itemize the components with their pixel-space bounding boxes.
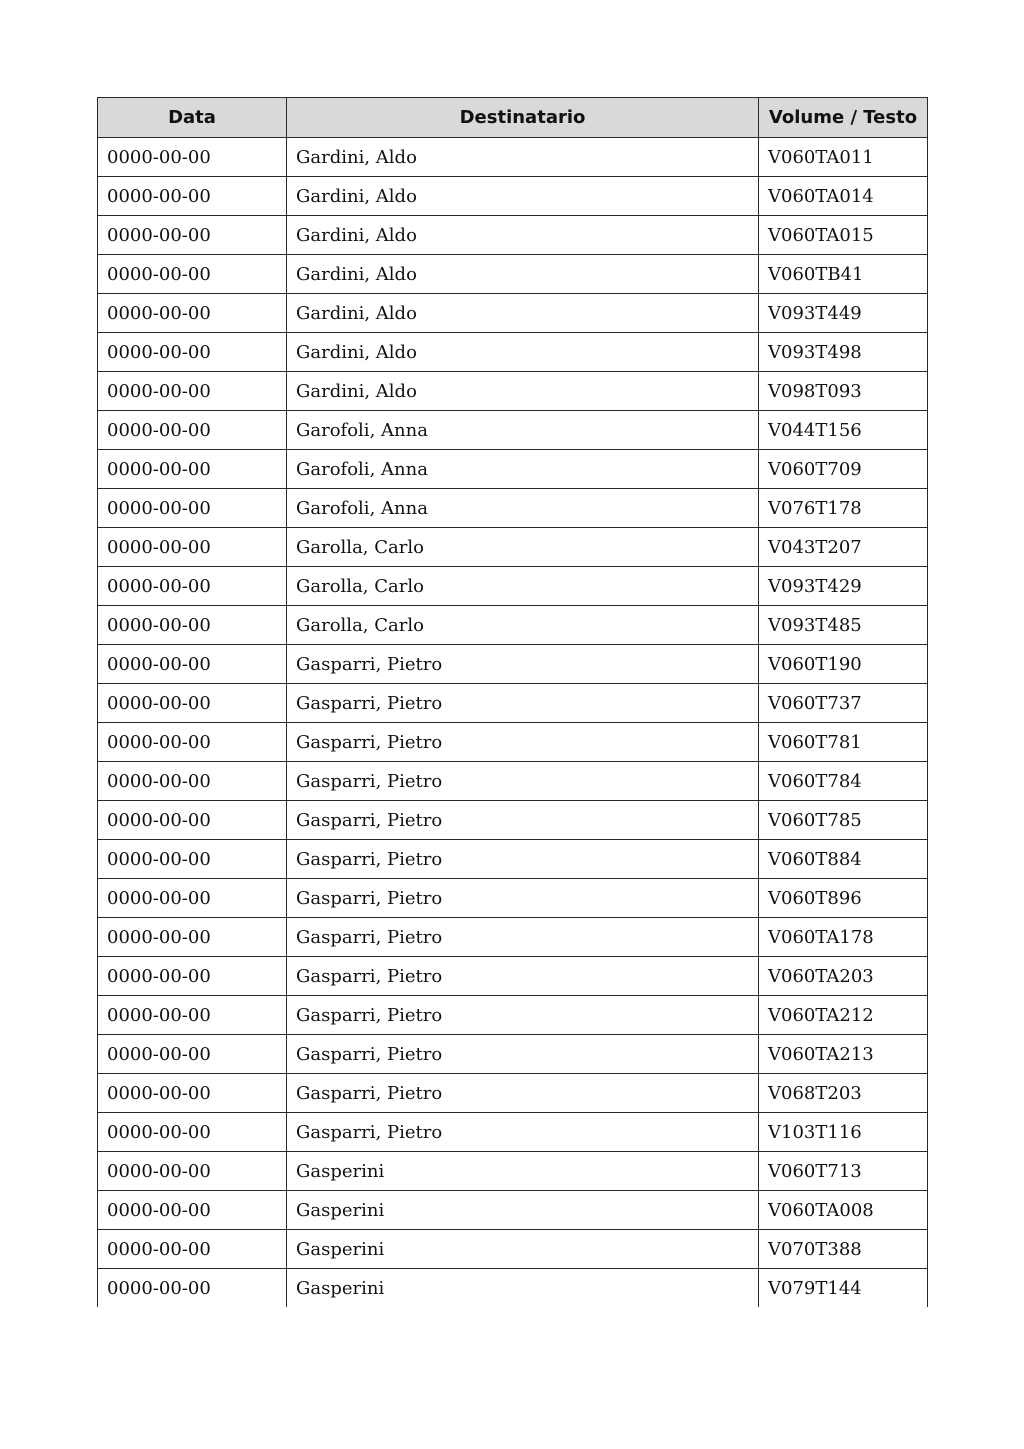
cell-date: 0000-00-00	[98, 177, 287, 216]
cell-recipient: Garofoli, Anna	[287, 411, 759, 450]
table-row	[98, 1152, 928, 1191]
table-row	[98, 1230, 928, 1269]
cell-date: 0000-00-00	[98, 801, 287, 840]
column-header-recipient: Destinatario	[287, 98, 759, 138]
cell-recipient: Garolla, Carlo	[287, 528, 759, 567]
cell-volume: V076T178	[759, 489, 928, 528]
cell-volume: V060T884	[759, 840, 928, 879]
cell-date: 0000-00-00	[98, 1230, 287, 1269]
table-row	[98, 606, 928, 645]
table-row	[98, 1269, 928, 1308]
column-header-date: Data	[98, 98, 287, 138]
table-row	[98, 645, 928, 684]
cell-date: 0000-00-00	[98, 1113, 287, 1152]
cell-recipient: Gasparri, Pietro	[287, 1035, 759, 1074]
cell-volume: V060TA014	[759, 177, 928, 216]
cell-volume: V060T713	[759, 1152, 928, 1191]
table-row	[98, 138, 928, 177]
cell-recipient: Gasparri, Pietro	[287, 840, 759, 879]
cell-recipient: Gasparri, Pietro	[287, 684, 759, 723]
cell-volume: V060TA008	[759, 1191, 928, 1230]
cell-date: 0000-00-00	[98, 333, 287, 372]
cell-volume: V060T785	[759, 801, 928, 840]
cell-volume: V060TA213	[759, 1035, 928, 1074]
cell-date: 0000-00-00	[98, 1035, 287, 1074]
cell-date: 0000-00-00	[98, 216, 287, 255]
cell-date: 0000-00-00	[98, 606, 287, 645]
table-row	[98, 723, 928, 762]
cell-volume: V070T388	[759, 1230, 928, 1269]
cell-date: 0000-00-00	[98, 645, 287, 684]
table-header	[98, 98, 928, 138]
cell-recipient: Gasparri, Pietro	[287, 918, 759, 957]
cell-recipient: Gardini, Aldo	[287, 372, 759, 411]
table-row	[98, 879, 928, 918]
column-header-volume: Volume / Testo	[759, 98, 928, 138]
cell-volume: V060T896	[759, 879, 928, 918]
cell-date: 0000-00-00	[98, 1191, 287, 1230]
cell-date: 0000-00-00	[98, 957, 287, 996]
cell-recipient: Gardini, Aldo	[287, 333, 759, 372]
table-row	[98, 1191, 928, 1230]
cell-recipient: Gardini, Aldo	[287, 294, 759, 333]
cell-date: 0000-00-00	[98, 294, 287, 333]
cell-recipient: Gardini, Aldo	[287, 255, 759, 294]
cell-date: 0000-00-00	[98, 879, 287, 918]
cell-date: 0000-00-00	[98, 255, 287, 294]
cell-date: 0000-00-00	[98, 1152, 287, 1191]
cell-volume: V060T709	[759, 450, 928, 489]
table-row	[98, 1035, 928, 1074]
cell-date: 0000-00-00	[98, 840, 287, 879]
correspondence-table	[97, 97, 928, 1307]
cell-recipient: Garofoli, Anna	[287, 450, 759, 489]
cell-recipient: Gasparri, Pietro	[287, 723, 759, 762]
cell-recipient: Gasperini	[287, 1152, 759, 1191]
cell-recipient: Gasperini	[287, 1230, 759, 1269]
cell-volume: V060T737	[759, 684, 928, 723]
cell-date: 0000-00-00	[98, 762, 287, 801]
cell-recipient: Gasperini	[287, 1191, 759, 1230]
cell-date: 0000-00-00	[98, 1269, 287, 1308]
cell-date: 0000-00-00	[98, 684, 287, 723]
cell-recipient: Gasparri, Pietro	[287, 762, 759, 801]
cell-volume: V079T144	[759, 1269, 928, 1308]
cell-volume: V093T429	[759, 567, 928, 606]
table-body	[98, 138, 928, 1308]
cell-recipient: Gasparri, Pietro	[287, 996, 759, 1035]
cell-recipient: Gardini, Aldo	[287, 177, 759, 216]
cell-recipient: Gasparri, Pietro	[287, 879, 759, 918]
cell-volume: V060T781	[759, 723, 928, 762]
cell-date: 0000-00-00	[98, 411, 287, 450]
table-row	[98, 840, 928, 879]
header-row	[98, 98, 928, 138]
table-row	[98, 177, 928, 216]
table-row	[98, 996, 928, 1035]
cell-volume: V060TB41	[759, 255, 928, 294]
cell-recipient: Gasparri, Pietro	[287, 957, 759, 996]
cell-date: 0000-00-00	[98, 450, 287, 489]
table-row	[98, 333, 928, 372]
cell-recipient: Garofoli, Anna	[287, 489, 759, 528]
table-row	[98, 684, 928, 723]
cell-volume: V103T116	[759, 1113, 928, 1152]
table-row	[98, 489, 928, 528]
cell-volume: V060TA015	[759, 216, 928, 255]
cell-date: 0000-00-00	[98, 1074, 287, 1113]
cell-recipient: Gasparri, Pietro	[287, 801, 759, 840]
cell-date: 0000-00-00	[98, 528, 287, 567]
table-row	[98, 918, 928, 957]
cell-recipient: Gasperini	[287, 1269, 759, 1308]
table-row	[98, 567, 928, 606]
table-row	[98, 801, 928, 840]
cell-volume: V060TA011	[759, 138, 928, 177]
table-row	[98, 255, 928, 294]
cell-volume: V093T449	[759, 294, 928, 333]
cell-volume: V098T093	[759, 372, 928, 411]
table-row	[98, 957, 928, 996]
table-row	[98, 1113, 928, 1152]
cell-date: 0000-00-00	[98, 918, 287, 957]
cell-date: 0000-00-00	[98, 996, 287, 1035]
table-row	[98, 762, 928, 801]
table-row	[98, 216, 928, 255]
cell-volume: V043T207	[759, 528, 928, 567]
cell-recipient: Garolla, Carlo	[287, 606, 759, 645]
cell-volume: V093T485	[759, 606, 928, 645]
cell-volume: V068T203	[759, 1074, 928, 1113]
cell-recipient: Gardini, Aldo	[287, 216, 759, 255]
cell-recipient: Gasparri, Pietro	[287, 1113, 759, 1152]
cell-date: 0000-00-00	[98, 372, 287, 411]
table-row	[98, 450, 928, 489]
cell-volume: V060T784	[759, 762, 928, 801]
cell-volume: V060T190	[759, 645, 928, 684]
cell-date: 0000-00-00	[98, 567, 287, 606]
table-row	[98, 411, 928, 450]
cell-volume: V060TA212	[759, 996, 928, 1035]
cell-date: 0000-00-00	[98, 138, 287, 177]
cell-volume: V044T156	[759, 411, 928, 450]
table-row	[98, 294, 928, 333]
cell-date: 0000-00-00	[98, 723, 287, 762]
cell-volume: V060TA203	[759, 957, 928, 996]
cell-recipient: Gasparri, Pietro	[287, 1074, 759, 1113]
table-row	[98, 1074, 928, 1113]
cell-volume: V093T498	[759, 333, 928, 372]
cell-recipient: Gasparri, Pietro	[287, 645, 759, 684]
table-row	[98, 528, 928, 567]
cell-volume: V060TA178	[759, 918, 928, 957]
cell-recipient: Gardini, Aldo	[287, 138, 759, 177]
cell-recipient: Garolla, Carlo	[287, 567, 759, 606]
table-row	[98, 372, 928, 411]
cell-date: 0000-00-00	[98, 489, 287, 528]
